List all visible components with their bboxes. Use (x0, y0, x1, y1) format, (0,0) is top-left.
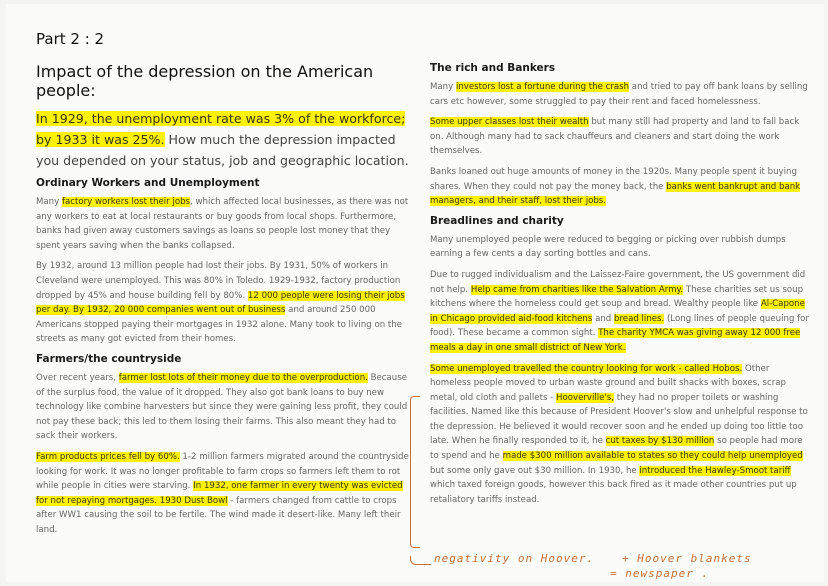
text-segment: Other homeless people moved to urban waste ground and built shacks with boxes, scrap metal, old cloth and pallets - (430, 363, 787, 403)
text-segment: Many unemployed people were reduced to begging or picking over rubbish dumps earning a few cents a day sorting bottles and cans. (430, 234, 786, 260)
text-segment: and around 250 000 Americans stopped paying their mortgages in 1932 alone. Many took to living on the streets as many got evicted from their homes. (36, 305, 402, 345)
part-label: Part 2 : 2 (36, 30, 105, 48)
highlighted-text: Help came from charities like the Salvation Army. (470, 284, 684, 295)
highlighted-text: banks went bankrupt and bank managers, and their staff, lost their jobs. (430, 181, 801, 207)
paragraph-farmers-1 (36, 371, 414, 444)
highlighted-text: In 1929, the unemployment rate was 3% of the workforce; by 1933 it was 25%. (36, 111, 406, 147)
highlighted-text: Farm products prices fell by 60%. (36, 451, 180, 462)
highlighted-text: bread lines. (614, 313, 665, 324)
text-segment: Banks loaned out huge amounts of money in the 1920s. Many people spent it buying shares. When they could not pay the money back, the (430, 166, 797, 192)
paragraph-workers-1 (36, 195, 414, 253)
text-segment: and (592, 313, 614, 324)
paragraph-charity-1 (430, 233, 810, 262)
text-segment: - farmers changed from cattle to crops after WW1 causing the soil to be fertile. The wind made it desert-like. Many left their land. (36, 495, 401, 535)
highlighted-text: made $300 million available to states so they could help unemployed (502, 451, 803, 462)
text-segment: but many still had property and land to fall back on. Although many had to sack chauffeurs and cleaners and start doing the work themselves. (430, 117, 800, 157)
highlighted-text: investors lost a fortune during the crash (455, 82, 630, 92)
paragraph-rich-3 (430, 165, 810, 209)
paragraph-hoover (430, 362, 810, 508)
text-segment: but some only gave out $30 million. In 1930, he (430, 465, 640, 476)
heading-rich-bankers: The rich and Bankers (430, 62, 556, 74)
right-column (430, 56, 810, 513)
text-segment: How much the depression impacted you depended on your status, job and geographic location. (36, 132, 409, 168)
heading-breadlines: Breadlines and charity (430, 214, 564, 227)
highlighted-text: factory workers lost their jobs (61, 197, 191, 207)
handwritten-note-1: negativity on Hoover. (434, 552, 595, 565)
highlighted-text: Some unemployed travelled the country looking for work - called Hobos. (430, 363, 743, 374)
text-segment: Over recent years, (36, 372, 119, 383)
text-segment: they had no proper toilets or washing facilities. Named like this because of President Hoover's slow and unhelpful response to the depression. He believed it would recover soon and he ended up doing too little too late. When he finally responded to it, he (430, 392, 808, 447)
paragraph-workers-2 (36, 259, 414, 347)
highlighted-text: cut taxes by $130 million (605, 436, 715, 447)
text-segment: so people had more to spend and he (430, 436, 803, 462)
highlighted-text: In 1932, one farmer in every twenty was evicted for not repaying mortgages. 1930 Dust Bowl (36, 481, 403, 506)
page-title: Impact of the depression on the American people: (36, 62, 374, 100)
handwritten-arrow-icon (410, 556, 431, 565)
paragraph-charity-2 (430, 268, 810, 356)
highlighted-text: The charity YMCA was giving away 12 000 free meals a day in one small district of New York. (430, 328, 801, 353)
left-column (36, 30, 414, 543)
text-segment: 1-2 million farmers migrated around the countryside looking for work. It was no longer profitable to farm crops so farmers left them to rot while people in cities were starving. (36, 451, 409, 492)
text-segment: Many (430, 82, 456, 92)
document-page (6, 4, 824, 582)
handwritten-bracket (410, 396, 420, 548)
heading-workers: Ordinary Workers and Unemployment (36, 177, 260, 189)
highlighted-text: farmer lost lots of their money due to the overproduction. (118, 372, 368, 383)
highlighted-text: introduced the Hawley-Smoot tariff (639, 465, 791, 476)
text-segment: Because of the surplus food, the value of it dropped. They also got bank loans to buy new technology like combine harvesters but since they were gaining less profit, they could not pay these back; this led to them losing their farms. This also meant they had to sack their workers. (36, 372, 408, 442)
handwritten-note-3: = newspaper . (610, 567, 710, 580)
intro-paragraph (36, 108, 414, 171)
handwritten-note-2: + Hoover blankets (622, 552, 752, 565)
text-segment: Many (36, 197, 62, 207)
highlighted-text: Hooverville's, (556, 392, 614, 403)
paragraph-rich-2 (430, 115, 810, 159)
paragraph-rich-1 (430, 80, 810, 109)
text-segment: Due to rugged individualism and the Laissez-Faire government, the US government did not help. (430, 269, 806, 295)
highlighted-text: Al-Capone in Chicago provided aid-food kitchens (430, 299, 805, 324)
text-segment: which taxed foreign goods, however this back fired as it made other countries put up retaliatory tariffs instead. (430, 480, 797, 505)
paragraph-farmers-2 (36, 450, 414, 538)
highlighted-text: 12 000 people were losing their jobs per day. By 1932, 20 000 companies went out of business (36, 290, 405, 316)
text-segment: By 1932, around 13 million people had lost their jobs. By 1931, 50% of workers in Cleveland were unemployed. This was 80% in Toledo. 1929-1932, factory production dropped by 45% and house building fell by 80%. (36, 261, 401, 301)
text-segment: and tried to pay off bank loans by selling cars etc however, some struggled to pay their rent and faced homelessness. (430, 82, 808, 107)
text-segment: (Long lines of people queuing for food). These became a common sight. (430, 313, 809, 339)
text-segment: These charities set us soup kitchens where the homeless could get soup and bread. Wealthy people like (430, 284, 804, 310)
heading-farmers: Farmers/the countryside (36, 352, 182, 365)
highlighted-text: Some upper classes lost their wealth (430, 117, 589, 128)
text-segment: , which affected local businesses, as there was not any workers to eat at local restaurants or buy goods from local shops. Furthermore, banks had given away customers savings as loans so people lost money that they spent years saving when the banks collapsed. (36, 197, 409, 251)
